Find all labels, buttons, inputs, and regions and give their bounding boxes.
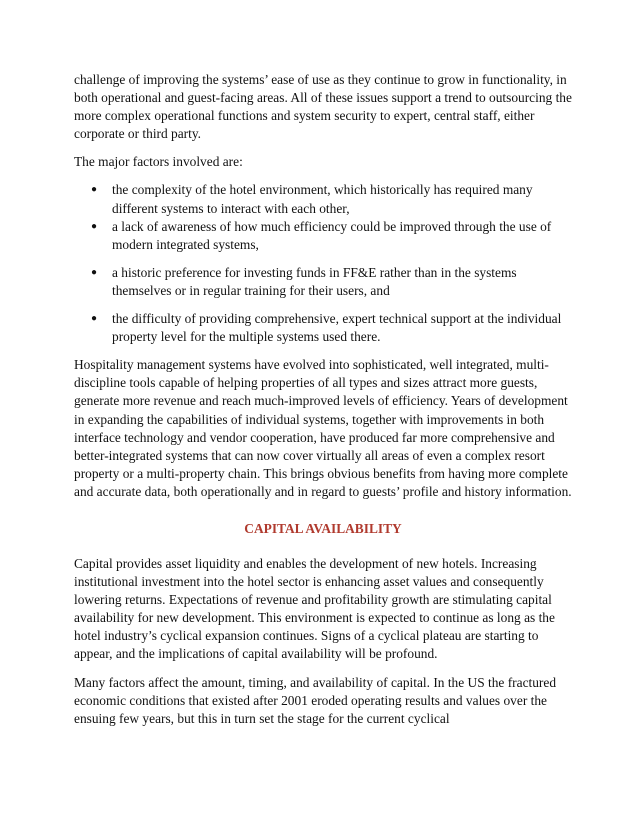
paragraph-capital-liquidity: Capital provides asset liquidity and enables the development of new hotels. Increasing institutional investment into the hotel sector is enhancing asset values and consequently lowering returns. Expectations of revenue and profitability growth are stimulating capital availability for new development. This environment is expected to continue as long as the hotel industry’s cyclical expansion continues. Signs of a cyclical plateau are starting to appear, and the implications of capital availability will be profound. bbox=[74, 555, 555, 662]
paragraph-hospitality-systems: Hospitality management systems have evolved into sophisticated, well integrated, multi-discipline tools capable of helping properties of all types and sizes attract more guests, generate more revenue and reach much-improved levels of efficiency. Years of development in expanding the capabilities of individual systems, together with improvements in both interface technology and vendor cooperation, have produced far more comprehensive and better-integrated systems that can now cover virtually all areas of even a complex resort property or a multi-property chain. This brings obvious benefits from having more complete and accurate data, both operationally and in regard to guests’ profile and history information. bbox=[74, 357, 572, 499]
bullet-icon: ● bbox=[91, 184, 98, 196]
section-heading: CAPITAL AVAILABILITY bbox=[244, 520, 402, 536]
page-body bbox=[74, 71, 572, 738]
paragraph-capital-factors: Many factors affect the amount, timing, and availability of capital. In the US the fractured economic conditions that existed after 2001 eroded operating results and values over the ensuing few years, but this in turn set the stage for the current cyclical bbox=[74, 674, 557, 726]
list-item bbox=[74, 310, 572, 346]
factors-list bbox=[74, 181, 572, 346]
bullet-icon: ● bbox=[91, 220, 98, 232]
list-item bbox=[74, 218, 572, 254]
list-item-text: a historic preference for investing funds in FF&E rather than in the systems themselves or in regular training for their users, and bbox=[112, 264, 517, 298]
paragraph-outsourcing: challenge of improving the systems’ ease of use as they continue to grow in functionality, in both operational and guest-facing areas. All of these issues support a trend to outsourcing the more complex operational functions and system security to expert, central staff, either corporate or third party. bbox=[74, 72, 572, 142]
list-item-text: a lack of awareness of how much efficiency could be improved through the use of modern integrated systems, bbox=[112, 218, 552, 252]
list-item bbox=[74, 181, 572, 217]
bullet-icon: ● bbox=[91, 313, 98, 325]
paragraph-factors-intro: The major factors involved are: bbox=[74, 154, 243, 170]
list-item-text: the complexity of the hotel environment, which historically has required many different systems to interact with each other, bbox=[112, 182, 533, 216]
list-item-text: the difficulty of providing comprehensive, expert technical support at the individual property level for the multiple systems used there. bbox=[112, 311, 562, 345]
bullet-icon: ● bbox=[91, 266, 98, 278]
list-item bbox=[74, 264, 572, 300]
